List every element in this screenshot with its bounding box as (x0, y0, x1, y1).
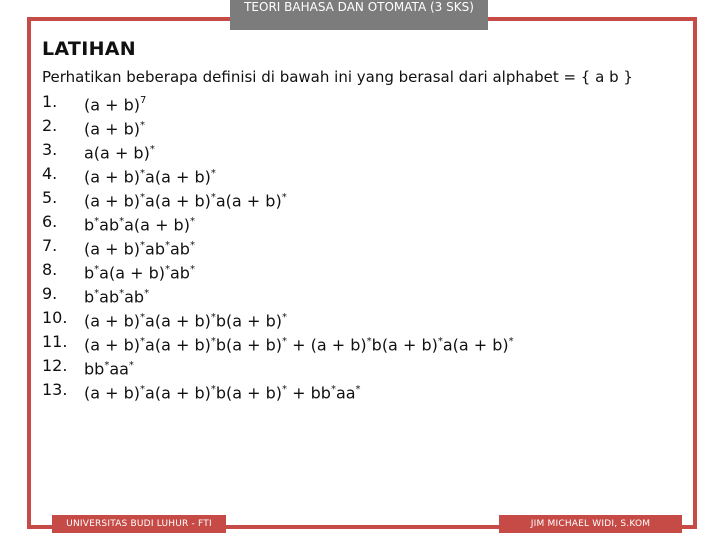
list-item (42, 308, 514, 332)
list-item (42, 380, 514, 404)
list-item (42, 188, 514, 212)
intro-text: Perhatikan beberapa definisi di bawah ini yang berasal dari alphabet = { a b } (42, 68, 633, 86)
item-number: 8. (42, 260, 58, 279)
item-expression: (a + b)* (84, 119, 146, 139)
item-expression: b*ab*ab* (84, 287, 150, 307)
item-expression: b*ab*a(a + b)* (84, 215, 195, 235)
list-item (42, 92, 514, 116)
item-expression: (a + b)*a(a + b)*b(a + b)* + (a + b)*b(a + b)*a(a + b)* (84, 335, 514, 355)
item-expression: (a + b)*a(a + b)*b(a + b)* + bb*aa* (84, 383, 361, 403)
item-number: 3. (42, 140, 58, 159)
list-item (42, 260, 514, 284)
item-number: 4. (42, 164, 58, 183)
item-expression: bb*aa* (84, 359, 134, 379)
item-number: 13. (42, 380, 68, 399)
item-expression: (a + b)*a(a + b)*a(a + b)* (84, 191, 287, 211)
item-number: 5. (42, 188, 58, 207)
item-number: 9. (42, 284, 58, 303)
item-expression: (a + b)*a(a + b)* (84, 167, 216, 187)
item-expression: a(a + b)* (84, 143, 155, 163)
item-expression: (a + b)*ab*ab* (84, 239, 195, 259)
item-number: 6. (42, 212, 58, 231)
expression-list (42, 92, 514, 404)
list-item (42, 164, 514, 188)
list-item (42, 236, 514, 260)
list-item (42, 284, 514, 308)
slide-heading: LATIHAN (42, 38, 136, 60)
item-number: 11. (42, 332, 68, 351)
list-item (42, 212, 514, 236)
item-number: 12. (42, 356, 68, 375)
list-item (42, 332, 514, 356)
item-number: 7. (42, 236, 58, 255)
list-item (42, 140, 514, 164)
footer-author: JIM MICHAEL WIDI, S.KOM (499, 515, 682, 533)
item-expression: b*a(a + b)*ab* (84, 263, 195, 283)
title-bar (230, 0, 488, 30)
item-number: 2. (42, 116, 58, 135)
list-item (42, 356, 514, 380)
item-expression: (a + b)*a(a + b)*b(a + b)* (84, 311, 288, 331)
list-item (42, 116, 514, 140)
item-number: 10. (42, 308, 68, 327)
item-number: 1. (42, 92, 58, 111)
course-title: TEORI BAHASA DAN OTOMATA (3 SKS) (244, 0, 474, 14)
item-expression: $(a + b)^7$ (84, 95, 147, 115)
footer-university: UNIVERSITAS BUDI LUHUR - FTI (52, 515, 226, 533)
